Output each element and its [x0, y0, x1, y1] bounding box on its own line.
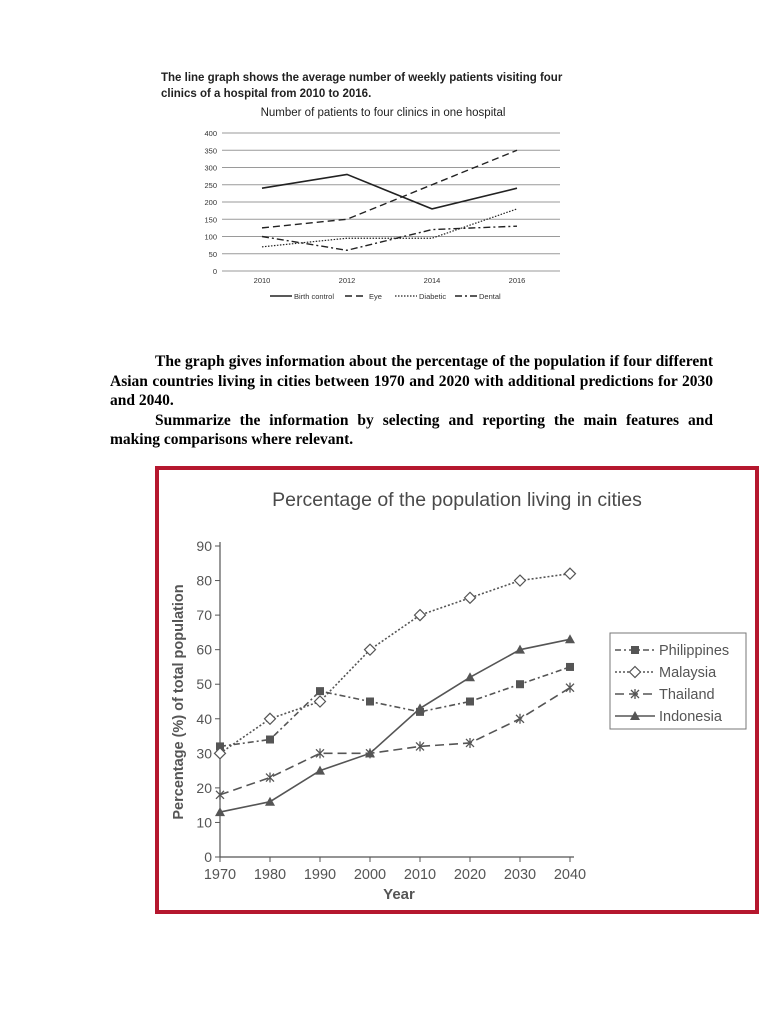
chart2-y-tick-label: 20 [196, 779, 212, 796]
chart1-legend-label: Birth control [294, 292, 335, 301]
prompt-paragraph-2: Summarize the information by selecting and reporting the main features and making comparisons where relevant. [110, 411, 713, 448]
chart2-legend-label: Malaysia [659, 665, 717, 681]
chart2-legend-label: Thailand [659, 687, 715, 703]
urban-population-chart-frame [155, 466, 759, 914]
chart2-x-tick-label: 1970 [203, 867, 237, 883]
chart1-x-tick-label: 2014 [423, 276, 441, 285]
chart2-point-philippines [266, 736, 274, 744]
chart1-caption-line-1: The line graph shows the average number of weekly patients visiting four [161, 72, 563, 84]
chart2-y-tick-label: 40 [196, 710, 212, 727]
chart2-y-tick-label: 70 [196, 607, 212, 624]
prompt-paragraph-1: The graph gives information about the percentage of the population if four different Asian countries living in cities between 1970 and 2020 with additional predictions for 2030 and 2040. [110, 353, 713, 409]
chart1-y-tick-label: 200 [204, 198, 217, 207]
chart2-point-philippines [466, 698, 474, 706]
chart2-x-tick-label: 1980 [253, 867, 287, 883]
chart2-x-axis-label: Year [383, 886, 415, 903]
chart2-point-malaysia [565, 568, 576, 579]
chart2-y-tick-label: 30 [196, 745, 212, 762]
chart2-point-thailand [316, 748, 324, 758]
urban-population-line-chart [159, 470, 755, 910]
chart2-point-philippines [366, 698, 374, 706]
chart1-y-tick-label: 250 [204, 180, 217, 190]
chart2-y-axis-label: Percentage (%) of total population [171, 584, 187, 820]
chart1-series-line-dental [262, 226, 517, 250]
chart2-y-tick-label: 80 [196, 572, 212, 589]
chart1-y-tick-label: 100 [204, 232, 217, 242]
chart2-x-tick-label: 2020 [453, 867, 487, 883]
chart2-y-tick-label: 10 [196, 814, 212, 831]
chart2-y-tick-label: 90 [196, 538, 212, 554]
chart2-point-indonesia [565, 634, 575, 643]
chart2-point-malaysia [265, 713, 276, 724]
chart1-legend-label: Dental [479, 292, 501, 301]
chart2-point-thailand [266, 773, 274, 783]
chart1-x-tick-label: 2012 [338, 276, 356, 285]
chart2-series-line-malaysia [220, 574, 570, 754]
chart2-series-line-philippines [220, 667, 570, 746]
chart2-y-tick-label: 0 [204, 849, 212, 865]
chart2-point-malaysia [515, 575, 526, 586]
chart2-point-malaysia [465, 592, 476, 603]
chart2-legend-marker [631, 646, 639, 654]
chart1-y-tick-label: 50 [208, 249, 217, 259]
chart1-series-line-eye [262, 150, 517, 228]
chart2-point-philippines [566, 663, 574, 671]
chart1-y-tick-label: 0 [212, 267, 217, 276]
chart2-x-tick-label: 2000 [353, 867, 387, 883]
chart1-x-tick-label: 2016 [508, 276, 526, 285]
chart2-legend [610, 633, 746, 729]
chart1-x-tick-label: 2010 [253, 276, 271, 285]
chart2-point-malaysia [415, 610, 426, 621]
chart1-y-tick-label: 350 [204, 146, 217, 156]
chart2-point-thailand [566, 683, 574, 693]
chart2-point-thailand [516, 714, 524, 724]
chart2-point-malaysia [315, 696, 326, 707]
chart2-point-indonesia [465, 672, 475, 681]
chart2-legend-label: Philippines [659, 643, 730, 659]
chart1-y-tick-label: 400 [204, 129, 217, 138]
chart2-point-philippines [316, 687, 324, 695]
chart2-title: Percentage of the population living in cities [272, 489, 642, 511]
chart1-legend-label: Eye [369, 292, 382, 301]
chart1-title: Number of patients to four clinics in one hospital [260, 107, 506, 119]
chart1-series-line-birth-control [262, 174, 517, 209]
chart2-legend-label: Indonesia [659, 709, 722, 725]
chart2-series-line-indonesia [220, 639, 570, 812]
chart2-point-thailand [216, 790, 224, 800]
chart2-x-tick-label: 2040 [553, 867, 587, 883]
chart2-x-tick-label: 2030 [503, 867, 537, 883]
chart1-legend-label: Diabetic [419, 292, 447, 301]
chart1-y-tick-label: 150 [204, 215, 217, 225]
chart1-caption [161, 70, 601, 102]
chart2-y-tick-label: 50 [196, 676, 212, 693]
chart2-point-indonesia [265, 797, 275, 806]
clinic-patients-line-chart [150, 100, 610, 315]
chart2-y-tick-label: 60 [196, 641, 212, 658]
chart2-x-tick-label: 1990 [303, 867, 337, 883]
chart1-caption-line-2: clinics of a hospital from 2010 to 2016. [161, 88, 372, 100]
chart1-y-tick-label: 300 [204, 163, 217, 173]
chart2-point-philippines [516, 680, 524, 688]
chart2-x-tick-label: 2010 [403, 867, 437, 883]
task-prompt [110, 352, 713, 450]
